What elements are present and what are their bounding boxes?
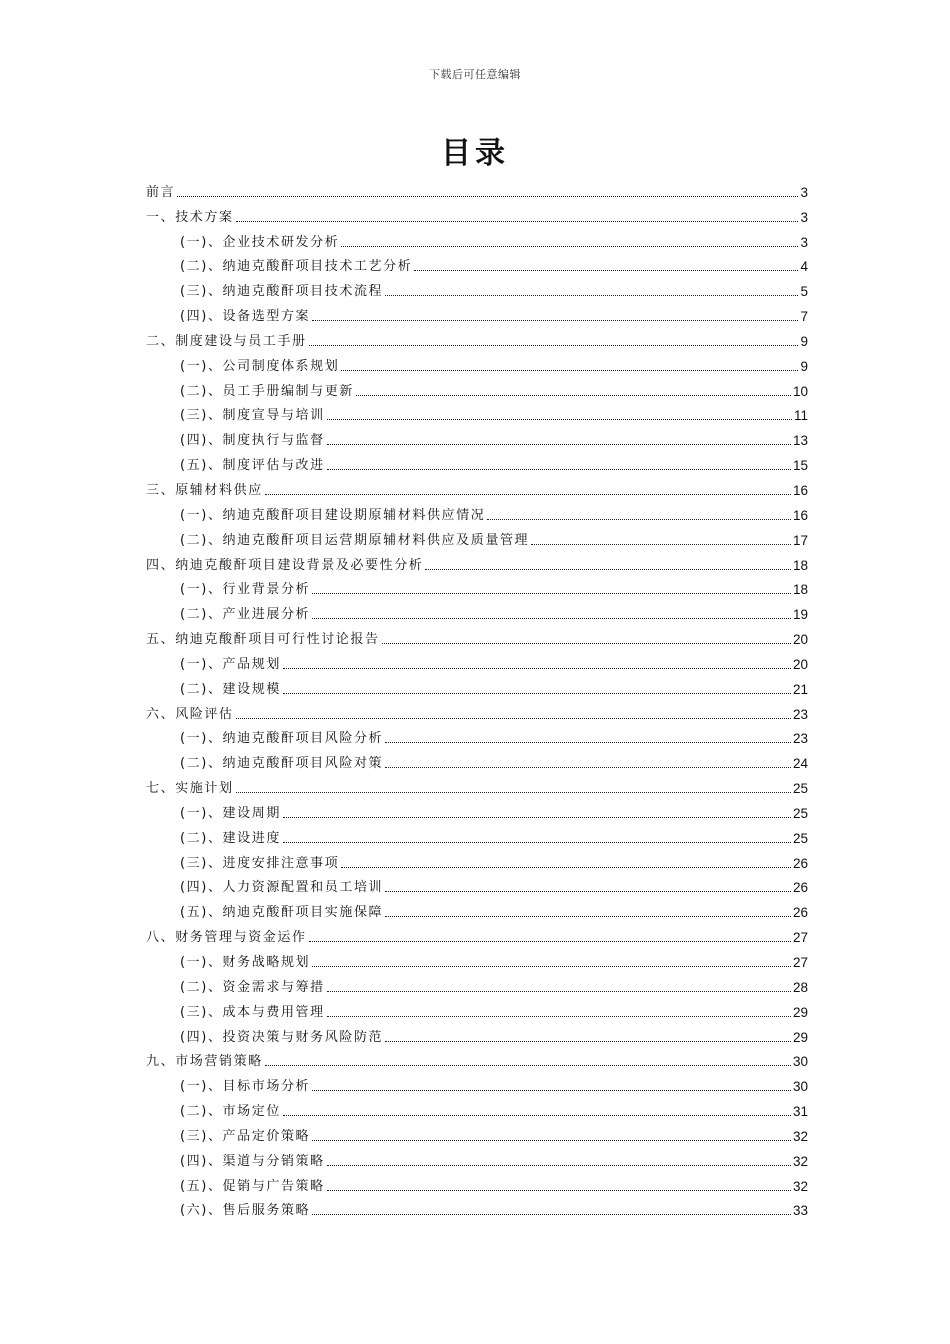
toc-entry[interactable]	[146, 872, 808, 897]
toc-entry-label: (二)、纳迪克酸酐项目技术工艺分析	[180, 259, 413, 275]
toc-entry-label: (一)、目标市场分析	[180, 1079, 311, 1095]
toc-entry-label: 九、市场营销策略	[146, 1054, 263, 1070]
toc-dot-leader	[327, 444, 791, 445]
toc-entry[interactable]	[146, 1070, 808, 1095]
toc-entry-label: (二)、市场定位	[180, 1104, 281, 1120]
table-of-contents	[146, 176, 808, 1219]
toc-entry[interactable]	[146, 1021, 808, 1046]
toc-entry-page-number: 27	[792, 930, 808, 946]
toc-entry-page-number: 26	[792, 880, 808, 896]
toc-entry[interactable]	[146, 325, 808, 350]
toc-dot-leader	[327, 991, 791, 992]
toc-entry[interactable]	[146, 623, 808, 648]
toc-dot-leader	[385, 891, 791, 892]
toc-entry[interactable]	[146, 673, 808, 698]
toc-entry-page-number: 30	[792, 1079, 808, 1095]
toc-dot-leader	[385, 916, 791, 917]
toc-entry-label: (三)、产品定价策略	[180, 1128, 311, 1144]
toc-dot-leader	[327, 469, 791, 470]
toc-entry-page-number: 32	[792, 1178, 808, 1194]
toc-entry-label: (四)、设备选型方案	[180, 309, 311, 325]
toc-entry[interactable]	[146, 176, 808, 201]
toc-dot-leader	[385, 1041, 791, 1042]
toc-dot-leader	[385, 742, 791, 743]
toc-dot-leader	[327, 1016, 791, 1017]
toc-dot-leader	[327, 1190, 791, 1191]
toc-dot-leader	[312, 593, 791, 594]
toc-entry[interactable]	[146, 772, 808, 797]
toc-entry[interactable]	[146, 598, 808, 623]
toc-entry-page-number: 15	[792, 458, 808, 474]
toc-dot-leader	[356, 395, 791, 396]
toc-dot-leader	[265, 1065, 791, 1066]
toc-entry-page-number: 17	[792, 532, 808, 548]
toc-entry-page-number: 32	[792, 1128, 808, 1144]
toc-entry-page-number: 13	[792, 433, 808, 449]
toc-entry-label: (二)、建设进度	[180, 830, 281, 846]
toc-entry[interactable]	[146, 723, 808, 748]
toc-entry[interactable]	[146, 375, 808, 400]
toc-entry-label: (三)、制度宣导与培训	[180, 408, 325, 424]
toc-entry-page-number: 10	[792, 383, 808, 399]
toc-entry-label: (四)、人力资源配置和员工培训	[180, 880, 384, 896]
toc-entry-label: (六)、售后服务策略	[180, 1203, 311, 1219]
toc-entry-label: (二)、纳迪克酸酐项目运营期原辅材料供应及质量管理	[180, 532, 530, 548]
toc-entry[interactable]	[146, 1120, 808, 1145]
toc-dot-leader	[385, 295, 798, 296]
toc-entry[interactable]	[146, 946, 808, 971]
toc-entry-label: (五)、纳迪克酸酐项目实施保障	[180, 905, 384, 921]
toc-entry[interactable]	[146, 698, 808, 723]
toc-entry-label: 四、纳迪克酸酐项目建设背景及必要性分析	[146, 557, 424, 573]
toc-entry-label: (一)、企业技术研发分析	[180, 234, 340, 250]
toc-dot-leader	[177, 196, 798, 197]
toc-entry-page-number: 30	[792, 1054, 808, 1070]
toc-entry-page-number: 25	[792, 830, 808, 846]
toc-entry-page-number: 21	[792, 681, 808, 697]
toc-entry-page-number: 16	[792, 507, 808, 523]
toc-dot-leader	[382, 643, 791, 644]
toc-entry[interactable]	[146, 424, 808, 449]
toc-dot-leader	[312, 966, 791, 967]
toc-entry-page-number: 33	[792, 1203, 808, 1219]
toc-entry-page-number: 23	[792, 731, 808, 747]
toc-entry[interactable]	[146, 474, 808, 499]
toc-dot-leader	[236, 221, 799, 222]
toc-entry-page-number: 25	[792, 805, 808, 821]
toc-entry-label: (一)、建设周期	[180, 805, 281, 821]
toc-entry[interactable]	[146, 226, 808, 251]
toc-dot-leader	[312, 1090, 791, 1091]
toc-entry[interactable]	[146, 400, 808, 425]
toc-entry-page-number: 5	[800, 284, 808, 300]
toc-entry-page-number: 16	[792, 482, 808, 498]
toc-dot-leader	[283, 817, 791, 818]
toc-dot-leader	[385, 767, 791, 768]
toc-entry-page-number: 20	[792, 656, 808, 672]
toc-entry-label: (三)、纳迪克酸酐项目技术流程	[180, 284, 384, 300]
toc-entry-label: (一)、公司制度体系规划	[180, 358, 340, 374]
toc-entry-label: (二)、纳迪克酸酐项目风险对策	[180, 756, 384, 772]
toc-entry-label: 前言	[146, 184, 176, 200]
toc-dot-leader	[283, 693, 791, 694]
toc-dot-leader	[312, 320, 798, 321]
toc-entry[interactable]	[146, 350, 808, 375]
toc-dot-leader	[531, 544, 791, 545]
toc-entry-label: (五)、制度评估与改进	[180, 458, 325, 474]
toc-entry[interactable]	[146, 797, 808, 822]
toc-entry-label: (三)、进度安排注意事项	[180, 855, 340, 871]
toc-entry[interactable]	[146, 996, 808, 1021]
toc-dot-leader	[283, 1115, 791, 1116]
toc-entry-label: (二)、产业进展分析	[180, 607, 311, 623]
toc-entry[interactable]	[146, 896, 808, 921]
toc-entry-page-number: 7	[800, 309, 808, 325]
toc-entry[interactable]	[146, 275, 808, 300]
toc-entry-page-number: 3	[800, 209, 808, 225]
toc-entry-label: (一)、财务战略规划	[180, 955, 311, 970]
toc-entry[interactable]	[146, 499, 808, 524]
toc-entry-page-number: 26	[792, 855, 808, 871]
toc-entry-page-number: 24	[792, 756, 808, 772]
toc-dot-leader	[425, 569, 791, 570]
toc-dot-leader	[236, 718, 791, 719]
toc-entry-page-number: 9	[800, 333, 808, 349]
toc-dot-leader	[312, 1140, 791, 1141]
toc-entry-label: (四)、投资决策与财务风险防范	[180, 1029, 384, 1045]
toc-entry[interactable]	[146, 847, 808, 872]
toc-entry-page-number: 32	[792, 1153, 808, 1169]
toc-entry[interactable]	[146, 549, 808, 574]
toc-entry[interactable]	[146, 201, 808, 226]
toc-dot-leader	[312, 618, 791, 619]
toc-entry-page-number: 28	[792, 979, 808, 995]
toc-entry-label: (一)、纳迪克酸酐项目建设期原辅材料供应情况	[180, 507, 486, 523]
toc-entry[interactable]	[146, 574, 808, 599]
toc-entry-page-number: 27	[792, 955, 808, 970]
toc-entry[interactable]	[146, 251, 808, 276]
toc-entry-page-number: 29	[792, 1029, 808, 1045]
toc-dot-leader	[327, 1165, 791, 1166]
header-note: 下载后可任意编辑	[429, 68, 521, 81]
toc-entry[interactable]	[146, 1095, 808, 1120]
toc-entry-page-number: 9	[800, 358, 808, 374]
toc-entry-label: (二)、建设规模	[180, 681, 281, 697]
toc-dot-leader	[283, 842, 791, 843]
toc-entry-page-number: 18	[792, 582, 808, 598]
toc-dot-leader	[309, 941, 791, 942]
toc-entry-page-number: 25	[792, 781, 808, 797]
page-title: 目录	[441, 136, 509, 171]
toc-entry-label: 八、财务管理与资金运作	[146, 930, 307, 946]
toc-dot-leader	[341, 246, 798, 247]
toc-entry-label: (二)、资金需求与筹措	[180, 979, 325, 995]
toc-entry[interactable]	[146, 1046, 808, 1071]
toc-dot-leader	[312, 1214, 791, 1215]
toc-entry[interactable]	[146, 747, 808, 772]
toc-entry-page-number: 11	[793, 408, 808, 424]
toc-dot-leader	[414, 270, 798, 271]
toc-entry-label: 六、风险评估	[146, 706, 234, 722]
toc-entry[interactable]	[146, 449, 808, 474]
toc-dot-leader	[341, 370, 798, 371]
toc-dot-leader	[236, 792, 791, 793]
toc-entry[interactable]	[146, 822, 808, 847]
toc-dot-leader	[309, 345, 799, 346]
toc-dot-leader	[341, 867, 791, 868]
toc-entry-page-number: 4	[800, 259, 808, 275]
toc-entry-page-number: 31	[792, 1104, 808, 1120]
toc-entry-label: 五、纳迪克酸酐项目可行性讨论报告	[146, 632, 380, 648]
toc-entry-label: 二、制度建设与员工手册	[146, 333, 307, 349]
toc-entry-label: (五)、促销与广告策略	[180, 1178, 325, 1194]
toc-entry-page-number: 20	[792, 632, 808, 648]
toc-entry[interactable]	[146, 921, 808, 946]
toc-entry-page-number: 23	[792, 706, 808, 722]
toc-entry[interactable]	[146, 648, 808, 673]
toc-dot-leader	[327, 419, 792, 420]
toc-entry-page-number: 29	[792, 1004, 808, 1020]
toc-dot-leader	[265, 494, 791, 495]
toc-entry-page-number: 3	[800, 184, 808, 200]
toc-entry-label: (四)、渠道与分销策略	[180, 1153, 325, 1169]
toc-entry-label: 一、技术方案	[146, 209, 234, 225]
toc-entry[interactable]	[146, 1170, 808, 1195]
toc-entry-label: (一)、产品规划	[180, 656, 281, 672]
toc-entry[interactable]	[146, 1195, 808, 1220]
toc-entry-page-number: 19	[792, 607, 808, 623]
toc-entry-label: (一)、纳迪克酸酐项目风险分析	[180, 731, 384, 747]
toc-entry-label: 三、原辅材料供应	[146, 482, 263, 498]
toc-entry-label: (四)、制度执行与监督	[180, 433, 325, 449]
toc-dot-leader	[283, 668, 791, 669]
toc-entry[interactable]	[146, 524, 808, 549]
toc-entry[interactable]	[146, 971, 808, 996]
toc-entry-label: (二)、员工手册编制与更新	[180, 383, 354, 399]
toc-entry[interactable]	[146, 1145, 808, 1170]
toc-dot-leader	[487, 519, 791, 520]
toc-entry-label: (一)、行业背景分析	[180, 582, 311, 598]
toc-entry-page-number: 26	[792, 905, 808, 921]
toc-entry-label: (三)、成本与费用管理	[180, 1004, 325, 1020]
toc-entry-page-number: 18	[792, 557, 808, 573]
toc-entry[interactable]	[146, 300, 808, 325]
toc-entry-label: 七、实施计划	[146, 781, 234, 797]
toc-entry-page-number: 3	[800, 234, 808, 250]
